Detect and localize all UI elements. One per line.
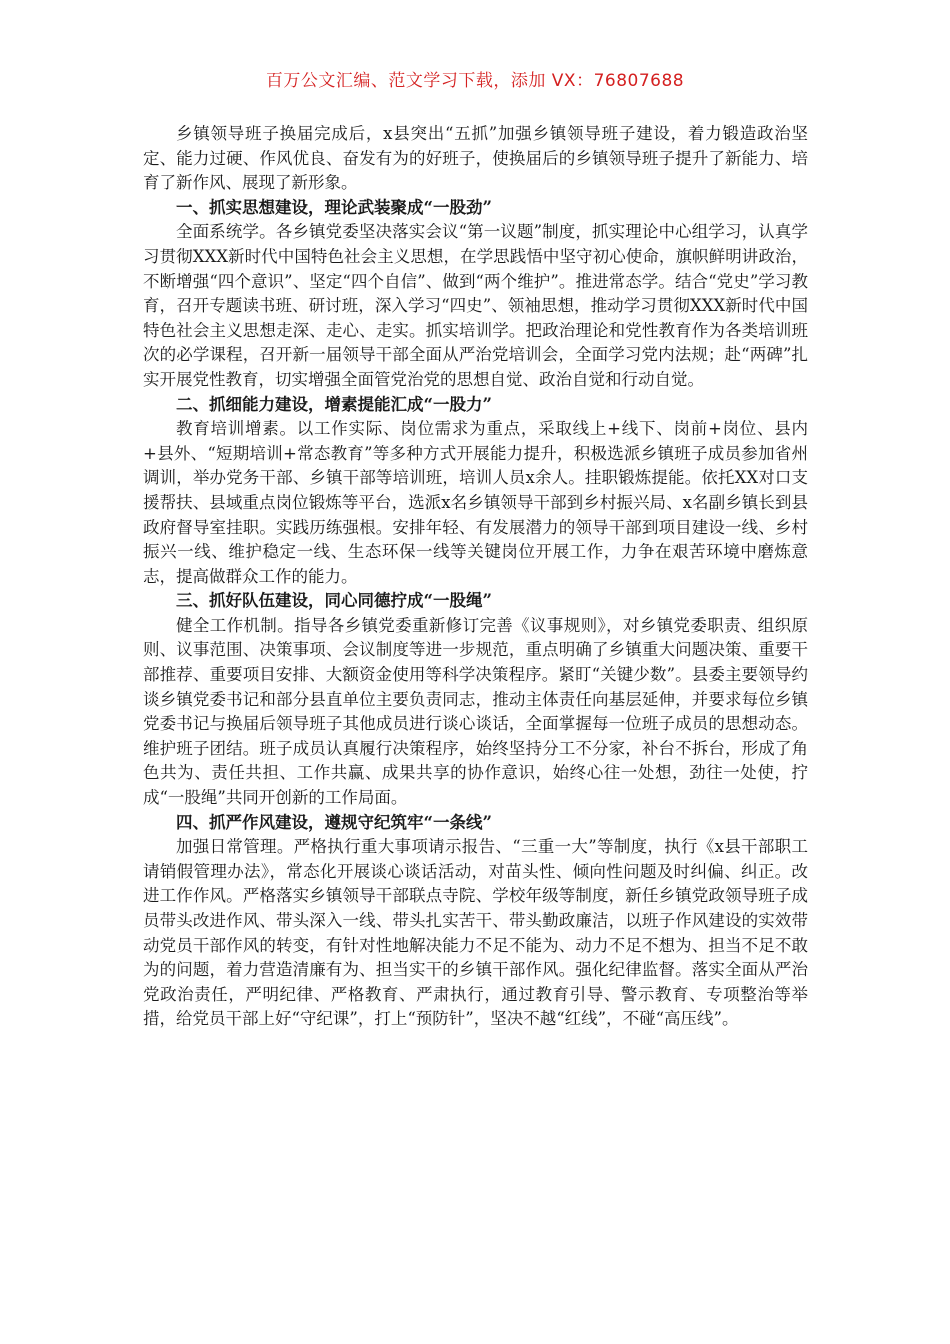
section-2-heading: 二、抓细能力建设，增素提能汇成“一股力”: [176, 394, 492, 414]
section-1-paragraph: 全面系统学。各乡镇党委坚决落实会议“第一议题”制度，抓实理论中心组学习，认真学习贯彻XXX新时代中国特色社会主义思想，在学思践悟中坚守初心使命，旗帜鲜明讲政治，不断增强“四个意识”、坚定“四个自信”、做到“两个维护”。推进常态学。结合“党史”学习教育，召开专题读书班、研讨班，深入学习“四史”、领袖思想，推动学习贯彻XXX新时代中国特色社会主义思想走深、走心、走实。抓实培训学。把政治理论和党性教育作为各类培训班次的必学课程，召开新一届领导干部全面从严治党培训会，全面学习党内法规；赴“两碑”扎实开展党性教育，切实增强全面管党治党的思想自觉、政治自觉和行动自觉。: [143, 222, 808, 389]
section-3-heading: 三、抓好队伍建设，同心同德拧成“一股绳”: [176, 591, 492, 611]
section-1-heading: 一、抓实思想建设，理论武装聚成“一股劲”: [176, 197, 492, 217]
section-3-paragraph: 健全工作机制。指导各乡镇党委重新修订完善《议事规则》，对乡镇党委职责、组织原则、议事范围、决策事项、会议制度等进一步规范，重点明确了乡镇重大问题决策、重要干部推荐、重要项目安排、大额资金使用等科学决策程序。紧盯“关键少数”。县委主要领导约谈乡镇党委书记和部分县直单位主要负责同志，推动主体责任向基层延伸，并要求每位乡镇党委书记与换届后领导班子其他成员进行谈心谈话，全面掌握每一位班子成员的思想动态。维护班子团结。班子成员认真履行决策程序，始终坚持分工不分家，补台不拆台，形成了角色共为、责任共担、工作共赢、成果共享的协作意识，始终心往一处想，劲往一处使，拧成“一股绳”共同开创新的工作局面。: [143, 615, 808, 808]
section-4-paragraph: 加强日常管理。严格执行重大事项请示报告、“三重一大”等制度，执行《x县干部职工请销假管理办法》，常态化开展谈心谈话活动，对苗头性、倾向性问题及时纠偏、纠正。改进工作作风。严格落实乡镇领导干部联点寺院、学校年级等制度，新任乡镇党政领导班子成员带头改进作风、带头深入一线、带头扎实苦干、带头勤政廉洁，以班子作风建设的实效带动党员干部作风的转变，有针对性地解决能力不足不能为、动力不足不想为、担当不足不敢为的问题，着力营造清廉有为、担当实干的乡镇干部作风。强化纪律监督。落实全面从严治党政治责任，严明纪律、严格教育、严肃执行，通过教育引导、警示教育、专项整治等举措，给党员干部上好“守纪课”，打上“预防针”，坚决不越“红线”，不碰“高压线”。: [143, 837, 808, 1029]
section-2-paragraph: 教育培训增素。以工作实际、岗位需求为重点，采取线上+线下、岗前+岗位、县内+县外、“短期培训+常态教育”等多种方式开展能力提升，积极选派乡镇班子成员参加省州调训，举办党务干部、乡镇干部等培训班，培训人员x余人。挂职锻炼提能。依托XX对口支援帮扶、县域重点岗位锻炼等平台，选派x名乡镇领导干部到乡村振兴局、x名副乡镇长到县政府督导室挂职。实践历练强根。安排年轻、有发展潜力的领导干部到项目建设一线、乡村振兴一线、维护稳定一线、生态环保一线等关键岗位开展工作，力争在艰苦环境中磨炼意志，提高做群众工作的能力。: [143, 419, 808, 586]
document-body: [143, 122, 808, 1032]
section-4-heading: 四、抓严作风建设，遵规守纪筑牢“一条线”: [176, 812, 492, 832]
page-header: 百万公文汇编、范文学习下载，添加 VX：76807688: [265, 71, 685, 91]
intro-paragraph: 乡镇领导班子换届完成后，x县突出“五抓”加强乡镇领导班子建设，着力锻造政治坚定、能力过硬、作风优良、奋发有为的好班子，使换届后的乡镇领导班子提升了新能力、培育了新作风、展现了新形象。: [143, 124, 808, 193]
